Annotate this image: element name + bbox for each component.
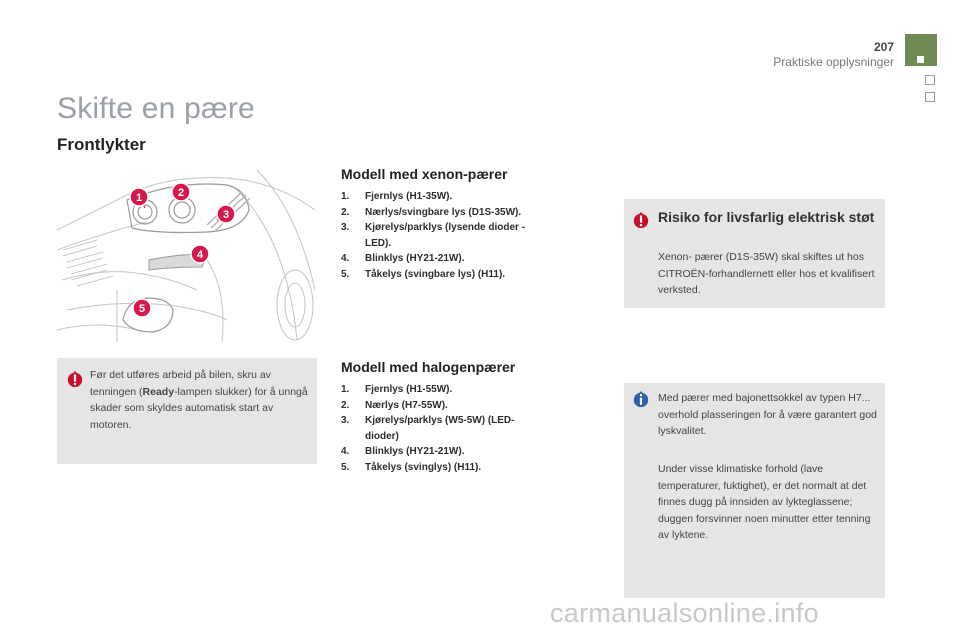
ready-warning-text: Før det utføres arbeid på bilen, skru av tenningen (Ready-lampen slukker) for å unngå skader som skyldes automatisk start av motoren. xyxy=(90,369,308,431)
section-tab-marker xyxy=(917,56,924,63)
svg-text:1: 1 xyxy=(135,192,143,204)
electric-shock-text: Xenon- pærer (D1S-35W) skal skiftes ut hos CITROËN-forhandlernett eller hos et kvalifisert verksted. xyxy=(658,251,875,296)
list-item: 2. Nærlys/svingbare lys (D1S-35W). xyxy=(341,206,522,218)
list-item: 3. Kjørelys/parklys (W5-5W) (LED-dioder) xyxy=(341,415,515,442)
ready-warning-box xyxy=(57,358,317,464)
tab-square-2[interactable] xyxy=(925,92,935,102)
page-number: 207 xyxy=(873,40,894,54)
ready-lamp-label: Ready xyxy=(142,385,175,398)
watermark: carmanualsonline.info xyxy=(550,598,819,628)
list-item: 4. Blinklys (HY21-21W). xyxy=(341,446,465,457)
svg-text:2: 2 xyxy=(177,187,185,199)
callout-1 xyxy=(130,188,148,206)
list-item: 1. Fjernlys (H1-55W). xyxy=(341,384,453,395)
list-item: 1. Fjernlys (H1-35W). xyxy=(341,191,453,202)
list-item: 5. Tåkelys (svinglys) (H11). xyxy=(341,461,482,473)
xenon-bulb-list xyxy=(341,189,531,282)
halogen-heading: Modell med halogenpærer xyxy=(341,359,516,375)
svg-text:5: 5 xyxy=(138,303,146,315)
section-name: Praktiske opplysninger xyxy=(773,55,894,69)
svg-text:3: 3 xyxy=(222,209,230,221)
electric-shock-heading: Risiko for livsfarlig elektrisk støt xyxy=(658,209,875,225)
list-item: 5. Tåkelys (svingbare lys) (H11). xyxy=(341,268,506,280)
halogen-bulb-list xyxy=(341,382,531,475)
page-title: Skifte en pære xyxy=(57,92,255,125)
info-paragraph-2: Under visse klimatiske forhold (lave temperaturer, fuktighet), er det normalt at det finnes dugg på innsiden av lykteglassene; duggen forsvinner noen minutter etter tenning av lyktene. xyxy=(658,463,871,541)
info-paragraph-1: Med pærer med bajonettsokkel av typen H7... overhold plasseringen for å være garantert god lyskvalitet. xyxy=(658,392,877,437)
list-item: 4. Blinklys (HY21-21W). xyxy=(341,253,465,264)
warning-icon xyxy=(632,211,650,229)
headlamp-illustration xyxy=(57,170,317,342)
callout-4 xyxy=(191,245,209,263)
tab-square-1[interactable] xyxy=(925,75,935,85)
info-icon xyxy=(632,390,650,408)
info-box xyxy=(624,383,885,598)
section-subtitle: Frontlykter xyxy=(57,135,146,154)
callout-3 xyxy=(217,205,235,223)
electric-shock-warning-box xyxy=(624,199,885,308)
warning-icon xyxy=(66,370,84,388)
list-item: 2. Nærlys (H7-55W). xyxy=(341,399,448,411)
xenon-heading: Modell med xenon-pærer xyxy=(341,166,508,182)
callout-2 xyxy=(172,183,190,201)
list-item: 3. Kjørelys/parklys (lysende dioder - LED). xyxy=(341,222,526,249)
callout-5 xyxy=(133,299,151,317)
svg-text:4: 4 xyxy=(196,249,204,261)
